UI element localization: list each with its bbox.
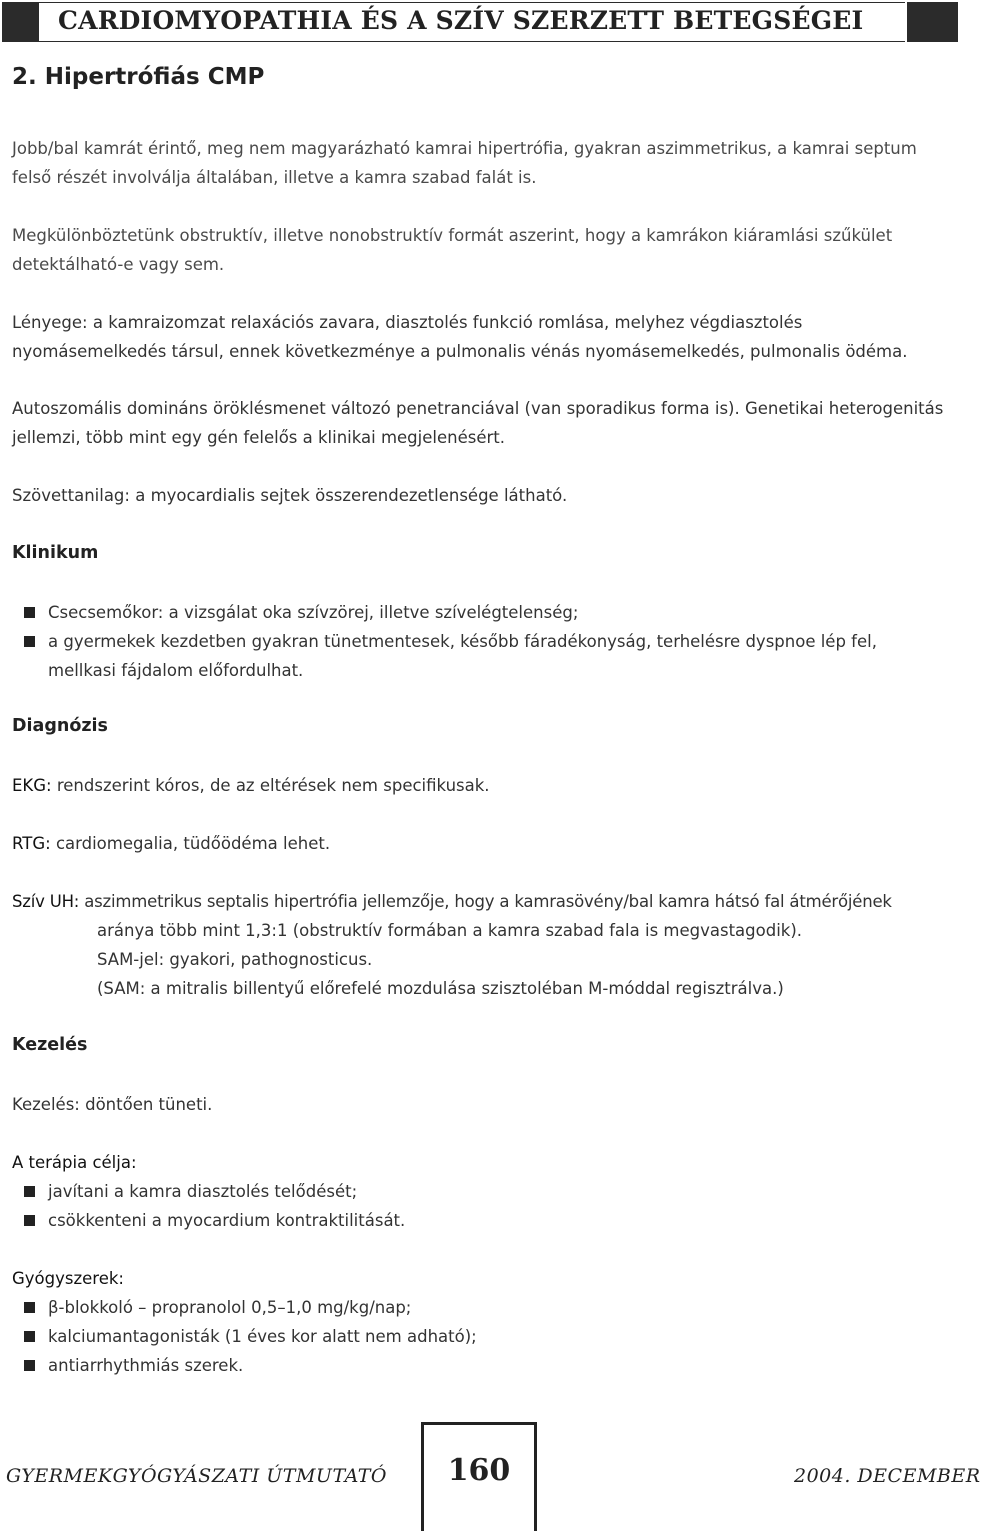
header-right-block: [907, 2, 958, 42]
list-item: β-blokkoló – propranolol 0,5–1,0 mg/kg/nap;: [24, 1293, 949, 1322]
header-left-block: [2, 2, 39, 42]
diagnozis-heading: Diagnózis: [12, 716, 108, 736]
drugs-heading: Gyógyszerek:: [12, 1269, 124, 1288]
list-item: kalciumantagonisták (1 éves kor alatt nem adható);: [24, 1322, 949, 1351]
square-bullet-icon: [24, 1215, 35, 1226]
klinikum-heading: Klinikum: [12, 543, 99, 563]
uh-line-sam-def: (SAM: a mitralis billentyű előrefelé mozdulása szisztoléban M-móddal regisztrálva.): [97, 979, 784, 998]
page-number: 160: [447, 1453, 511, 1488]
uh-label: Szív UH:: [12, 892, 80, 911]
square-bullet-icon: [24, 1302, 35, 1313]
list-item: a gyermekek kezdetben gyakran tünetmentesek, később fáradékonyság, terhelésre dyspnoe lép fel, mellkasi fájdalom előfordulhat.: [24, 627, 949, 685]
chapter-title: CARDIOMYOPATHIA ÉS A SZÍV SZERZETT BETEGSÉGEI: [58, 6, 864, 35]
drugs-list: [24, 1293, 949, 1380]
therapy-goal-heading: A terápia célja:: [12, 1153, 137, 1172]
list-item: Csecsemőkor: a vizsgálat oka szívzörej, illetve szívelégtelenség;: [24, 598, 949, 627]
list-item: javítani a kamra diasztolés telődését;: [24, 1177, 949, 1206]
ekg-line: [12, 771, 947, 800]
uh-line: [12, 887, 947, 916]
paragraph-pathophysiology: Lényege: a kamraizomzat relaxációs zavara, diasztolés funkció romlása, melyhez végdiasztolés nyomásemelkedés társul, ennek következménye a pulmonalis vénás nyomásemelkedés, pulmonalis ödéma.: [12, 313, 908, 361]
rtg-label: RTG:: [12, 834, 51, 853]
header-bar: [0, 2, 960, 42]
footer-date: 2004. DECEMBER: [794, 1465, 981, 1487]
square-bullet-icon: [24, 1331, 35, 1342]
section-title: 2. Hipertrófiás CMP: [12, 64, 265, 90]
square-bullet-icon: [24, 1186, 35, 1197]
uh-line-sam: SAM-jel: gyakori, pathognosticus.: [97, 950, 373, 969]
paragraph-histology: Szövettanilag: a myocardialis sejtek összerendezetlensége látható.: [12, 486, 568, 505]
uh-line-ratio: aránya több mint 1,3:1 (obstruktív formában a kamra szabad fala is megvastagodik).: [97, 921, 803, 940]
therapy-goal-list: [24, 1177, 949, 1235]
rtg-line: [12, 829, 947, 858]
ekg-text: rendszerint kóros, de az eltérések nem specifikusak.: [51, 776, 490, 795]
square-bullet-icon: [24, 636, 35, 647]
paragraph-genetics: Autoszomális domináns öröklésmenet változó penetranciával (van sporadikus forma is). Genetikai heterogenitás jellemzi, több mint egy gén felelős a klinikai megjelenésért.: [12, 399, 944, 447]
kezeles-intro: Kezelés: döntően tüneti.: [12, 1095, 213, 1114]
uh-text: aszimmetrikus septalis hipertrófia jellemzője, hogy a kamrasövény/bal kamra hátsó fal átmérőjének: [79, 892, 892, 911]
square-bullet-icon: [24, 607, 35, 618]
page-number-box: [421, 1422, 537, 1531]
list-item: antiarrhythmiás szerek.: [24, 1351, 949, 1380]
square-bullet-icon: [24, 1360, 35, 1371]
klinikum-list: [24, 598, 949, 685]
paragraph-definition: Jobb/bal kamrát érintő, meg nem magyarázható kamrai hipertrófia, gyakran aszimmetrikus, a kamrai septum felső részét involválja általában, illetve a kamra szabad falát is.: [12, 139, 917, 187]
ekg-label: EKG:: [12, 776, 52, 795]
footer-publication: GYERMEKGYÓGYÁSZATI ÚTMUTATÓ: [6, 1465, 388, 1487]
paragraph-forms: Megkülönböztetünk obstruktív, illetve nonobstruktív formát aszerint, hogy a kamrákon kiáramlási szűkület detektálható-e vagy sem.: [12, 226, 893, 274]
rtg-text: cardiomegalia, tüdőödéma lehet.: [50, 834, 331, 853]
kezeles-heading: Kezelés: [12, 1035, 88, 1055]
list-item: csökkenteni a myocardium kontraktilitását.: [24, 1206, 949, 1235]
